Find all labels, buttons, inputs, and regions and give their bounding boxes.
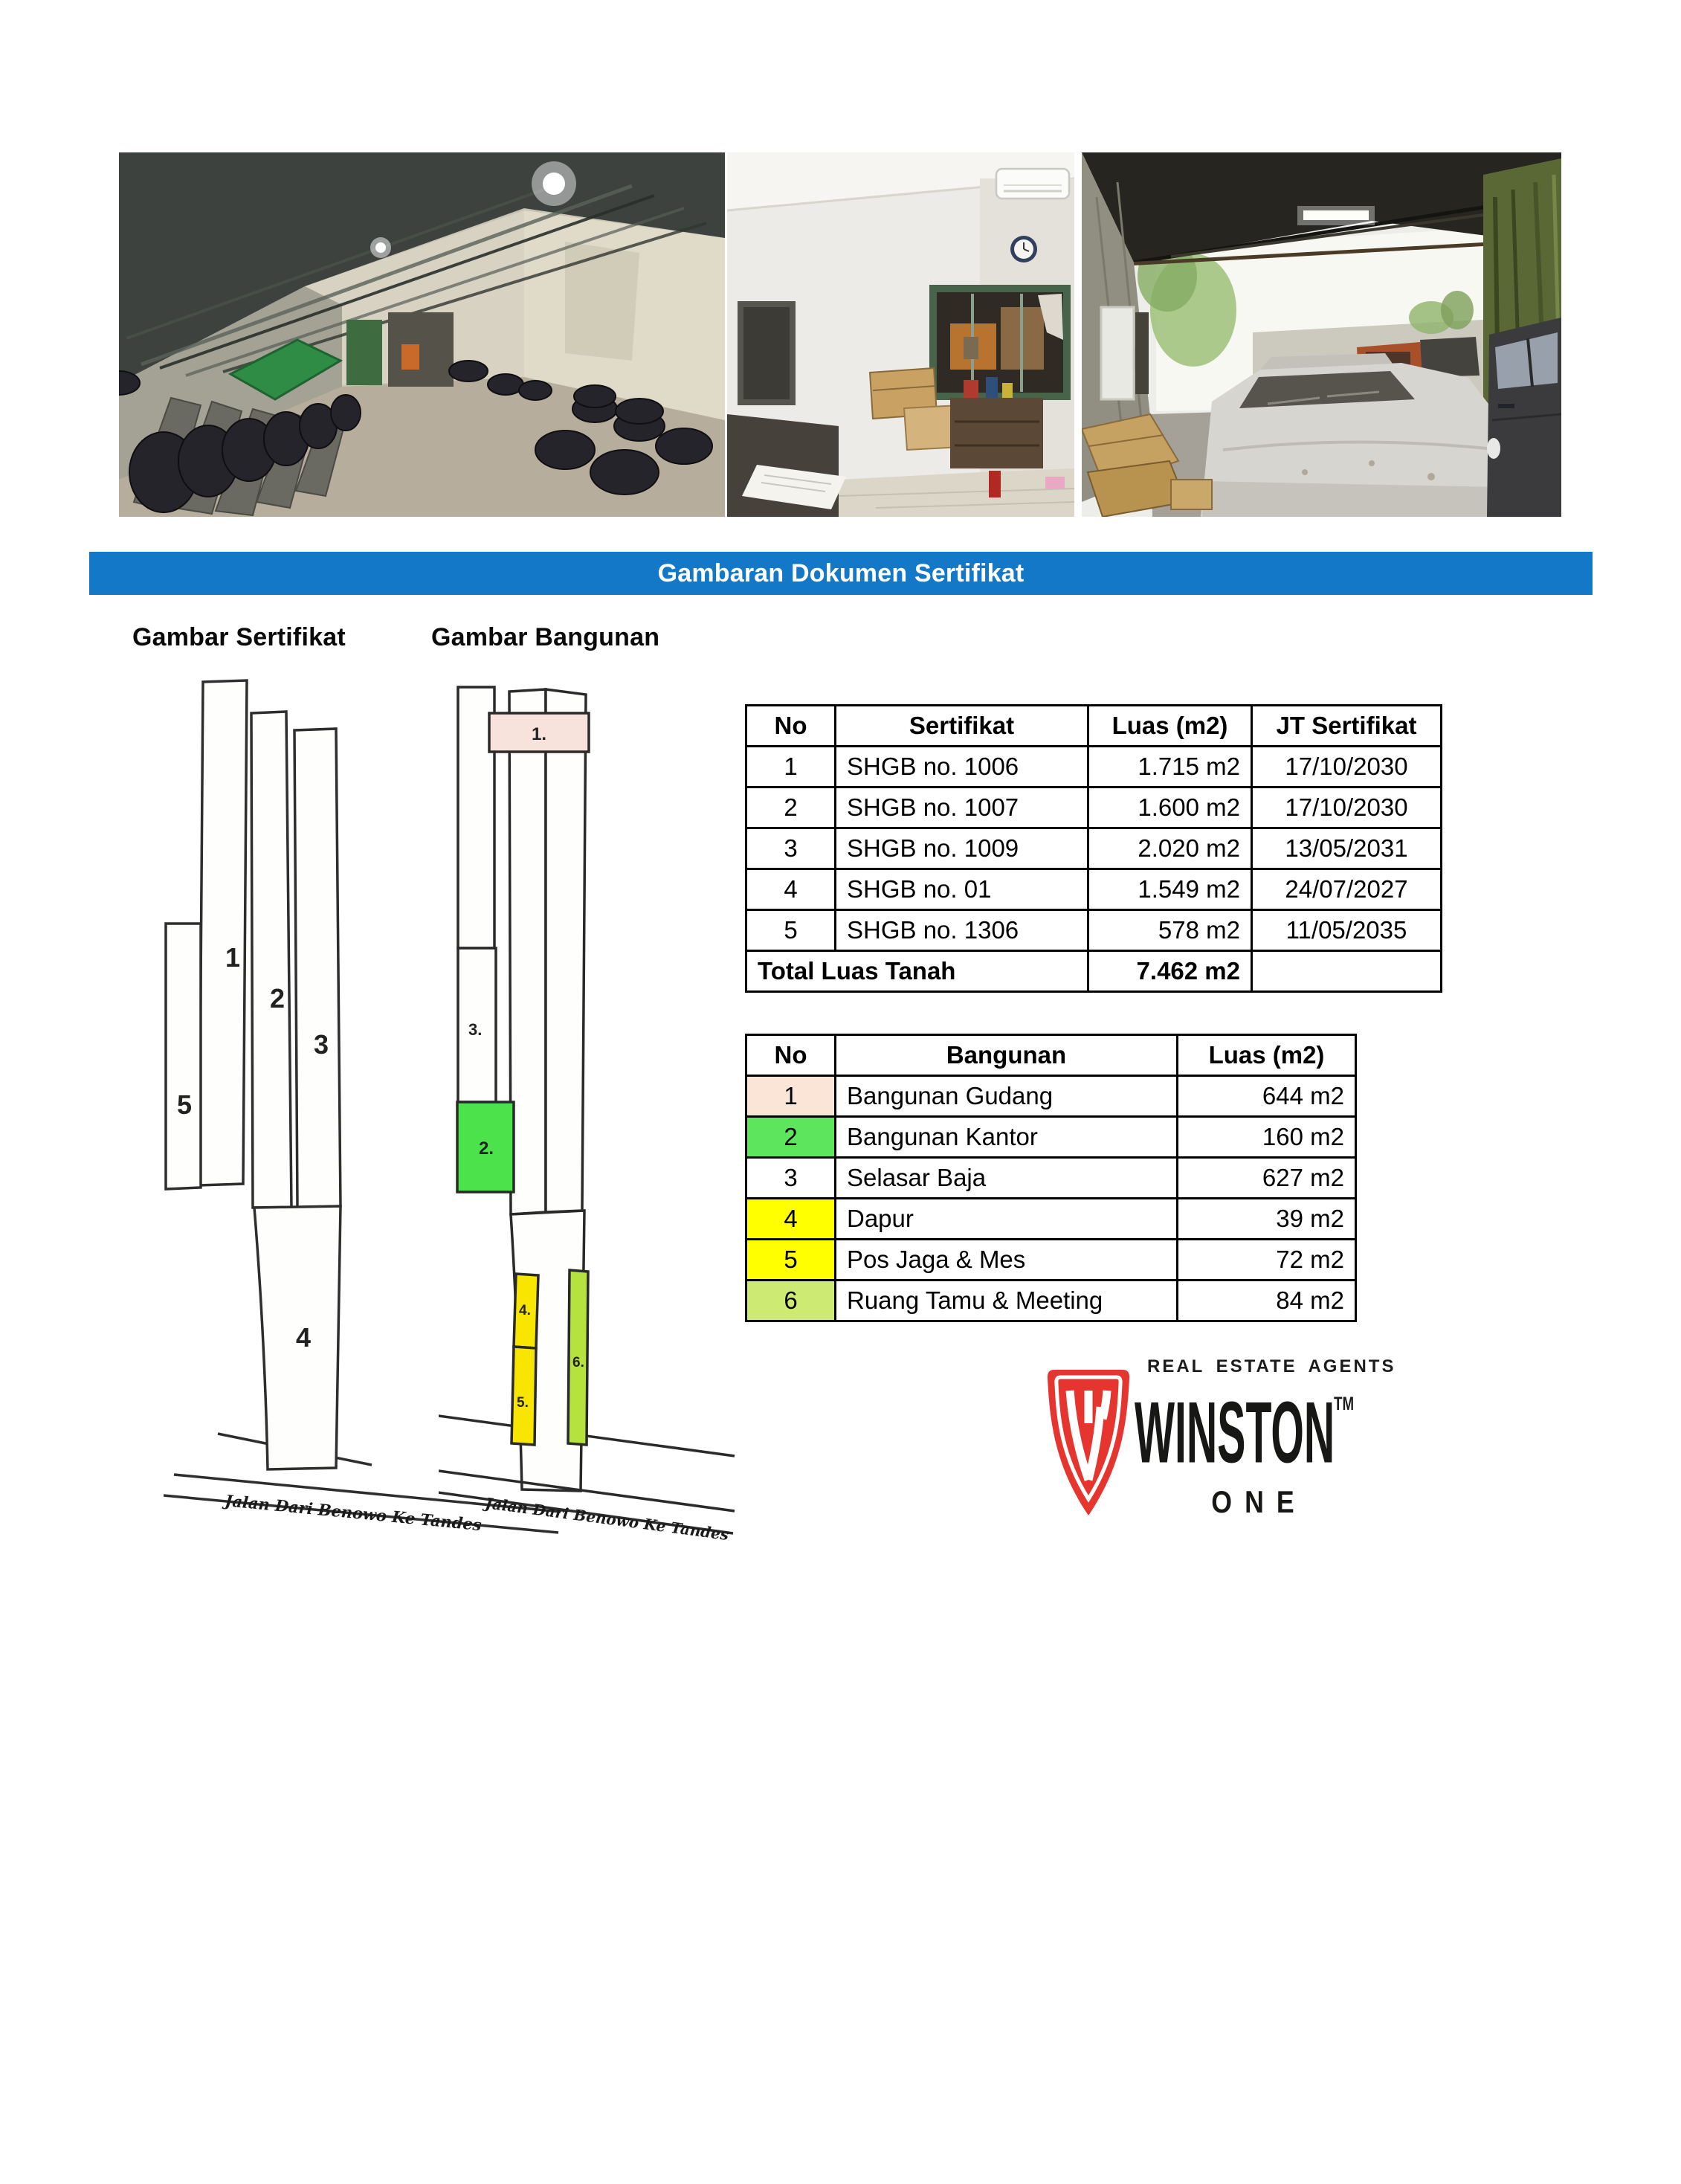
col-header-jt: JT Sertifikat — [1252, 706, 1442, 747]
total-value: 7.462 m2 — [1088, 951, 1252, 992]
cell-luas: 1.715 m2 — [1088, 747, 1252, 787]
green-door — [346, 320, 382, 385]
cell-luas: 644 m2 — [1178, 1076, 1356, 1117]
logo-trademark: TM — [1334, 1394, 1355, 1414]
cell-luas: 1.549 m2 — [1088, 869, 1252, 910]
dark-suv — [1487, 318, 1561, 517]
cell-no: 2 — [746, 787, 836, 828]
table-row — [746, 910, 1442, 951]
road-text-sertifikat: Jalan Dari Benowo Ke Tandes — [224, 1491, 483, 1535]
empty-cell — [1252, 951, 1442, 992]
region-label-5: 5. — [517, 1395, 529, 1411]
cell-jt: 24/07/2027 — [1252, 869, 1442, 910]
cell-no-colored: 4 — [746, 1199, 836, 1240]
cell-bangunan: Bangunan Kantor — [836, 1117, 1178, 1158]
orange-object — [401, 344, 419, 370]
plot-5 — [166, 924, 201, 1189]
cell-no-colored: 6 — [746, 1281, 836, 1321]
sertifikat-table — [745, 704, 1442, 993]
wall-stain — [565, 242, 639, 361]
cell-no-colored: 3 — [746, 1158, 836, 1199]
cell-no: 5 — [746, 910, 836, 951]
office-window — [929, 285, 1071, 400]
region-label-1: 1. — [532, 724, 547, 744]
section-header-title: Gambaran Dokumen Sertifikat — [657, 558, 1025, 587]
cell-no: 3 — [746, 828, 836, 869]
cell-no-colored: 5 — [746, 1240, 836, 1281]
logo-tagline: REAL ESTATE AGENTS — [1147, 1356, 1396, 1376]
cell-no-colored: 2 — [746, 1117, 836, 1158]
table-row — [746, 1117, 1356, 1158]
table-row — [746, 869, 1442, 910]
table-row — [746, 1158, 1356, 1199]
col-header-no: No — [746, 706, 836, 747]
region-label-6: 6. — [572, 1355, 584, 1370]
cell-luas: 1.600 m2 — [1088, 787, 1252, 828]
table-row — [746, 1281, 1356, 1321]
road-text-bangunan: Jalan Dari Benowo Ke Tandes — [484, 1494, 730, 1544]
section-header-bar — [89, 552, 1593, 595]
cell-luas: 84 m2 — [1178, 1281, 1356, 1321]
doorway — [738, 301, 796, 405]
cell-sertifikat: SHGB no. 1007 — [836, 787, 1088, 828]
cell-sertifikat: SHGB no. 1009 — [836, 828, 1088, 869]
cell-no: 4 — [746, 869, 836, 910]
ac-unit — [996, 169, 1069, 199]
cell-sertifikat: SHGB no. 1306 — [836, 910, 1088, 951]
plot-1 — [199, 680, 247, 1185]
cell-bangunan: Bangunan Gudang — [836, 1076, 1178, 1117]
region-label-3: 3. — [468, 1020, 483, 1039]
col-header-luas: Luas (m2) — [1178, 1035, 1356, 1076]
label-gambar-bangunan: Gambar Bangunan — [431, 623, 660, 651]
cell-luas: 160 m2 — [1178, 1117, 1356, 1158]
cell-sertifikat: SHGB no. 1006 — [836, 747, 1088, 787]
total-label: Total Luas Tanah — [746, 951, 1088, 992]
plot-label-1: 1 — [225, 942, 241, 973]
region-label-2: 2. — [479, 1138, 494, 1159]
plot-label-4: 4 — [296, 1322, 312, 1353]
photo-garage-cars — [1082, 152, 1561, 517]
cell-jt: 11/05/2035 — [1252, 910, 1442, 951]
cell-luas: 72 m2 — [1178, 1240, 1356, 1281]
bangunan-table — [745, 1034, 1357, 1322]
region-label-4: 4. — [519, 1303, 531, 1318]
table-header-row — [746, 1035, 1356, 1076]
cell-jt: 17/10/2030 — [1252, 787, 1442, 828]
table-row — [746, 747, 1442, 787]
col-header-luas: Luas (m2) — [1088, 706, 1252, 747]
center-strip-b — [546, 689, 586, 1212]
plot-label-3: 3 — [314, 1029, 329, 1060]
photo-warehouse-tires — [119, 152, 725, 517]
cell-jt: 13/05/2031 — [1252, 828, 1442, 869]
cell-bangunan: Ruang Tamu & Meeting — [836, 1281, 1178, 1321]
cell-luas: 627 m2 — [1178, 1158, 1356, 1199]
cell-luas: 578 m2 — [1088, 910, 1252, 951]
plot-2 — [251, 712, 291, 1208]
table-total-row — [746, 951, 1442, 992]
cell-bangunan: Pos Jaga & Mes — [836, 1240, 1178, 1281]
cell-no: 1 — [746, 747, 836, 787]
cell-sertifikat: SHGB no. 01 — [836, 869, 1088, 910]
plot-3 — [294, 729, 341, 1208]
cell-bangunan: Selasar Baja — [836, 1158, 1178, 1199]
label-gambar-sertifikat: Gambar Sertifikat — [132, 623, 346, 651]
wall-clock — [1010, 236, 1037, 262]
plot-label-2: 2 — [270, 983, 285, 1014]
red-jack — [989, 471, 1001, 497]
diagram-gambar-bangunan — [439, 654, 736, 1584]
table-row — [746, 787, 1442, 828]
col-header-bangunan: Bangunan — [836, 1035, 1178, 1076]
col-header-sertifikat: Sertifikat — [836, 706, 1088, 747]
logo-sub-brand-one: ONE — [1211, 1484, 1307, 1519]
table-row — [746, 1240, 1356, 1281]
photo-office-interior — [727, 152, 1074, 517]
logo-brand-winston: WINSTON — [1135, 1383, 1335, 1481]
table-row — [746, 1076, 1356, 1117]
dark-opening — [388, 312, 454, 387]
col-header-no: No — [746, 1035, 836, 1076]
cell-jt: 17/10/2030 — [1252, 747, 1442, 787]
table-row — [746, 828, 1442, 869]
table-row — [746, 1199, 1356, 1240]
road-line-1 — [439, 1471, 735, 1511]
pink-cloth — [1045, 477, 1065, 489]
table-header-row — [746, 706, 1442, 747]
plot-label-5: 5 — [177, 1089, 193, 1120]
winston-shield-icon — [1045, 1368, 1132, 1518]
small-frame — [964, 337, 978, 359]
cell-luas: 39 m2 — [1178, 1199, 1356, 1240]
cell-bangunan: Dapur — [836, 1199, 1178, 1240]
cell-luas: 2.020 m2 — [1088, 828, 1252, 869]
cell-no-colored: 1 — [746, 1076, 836, 1117]
